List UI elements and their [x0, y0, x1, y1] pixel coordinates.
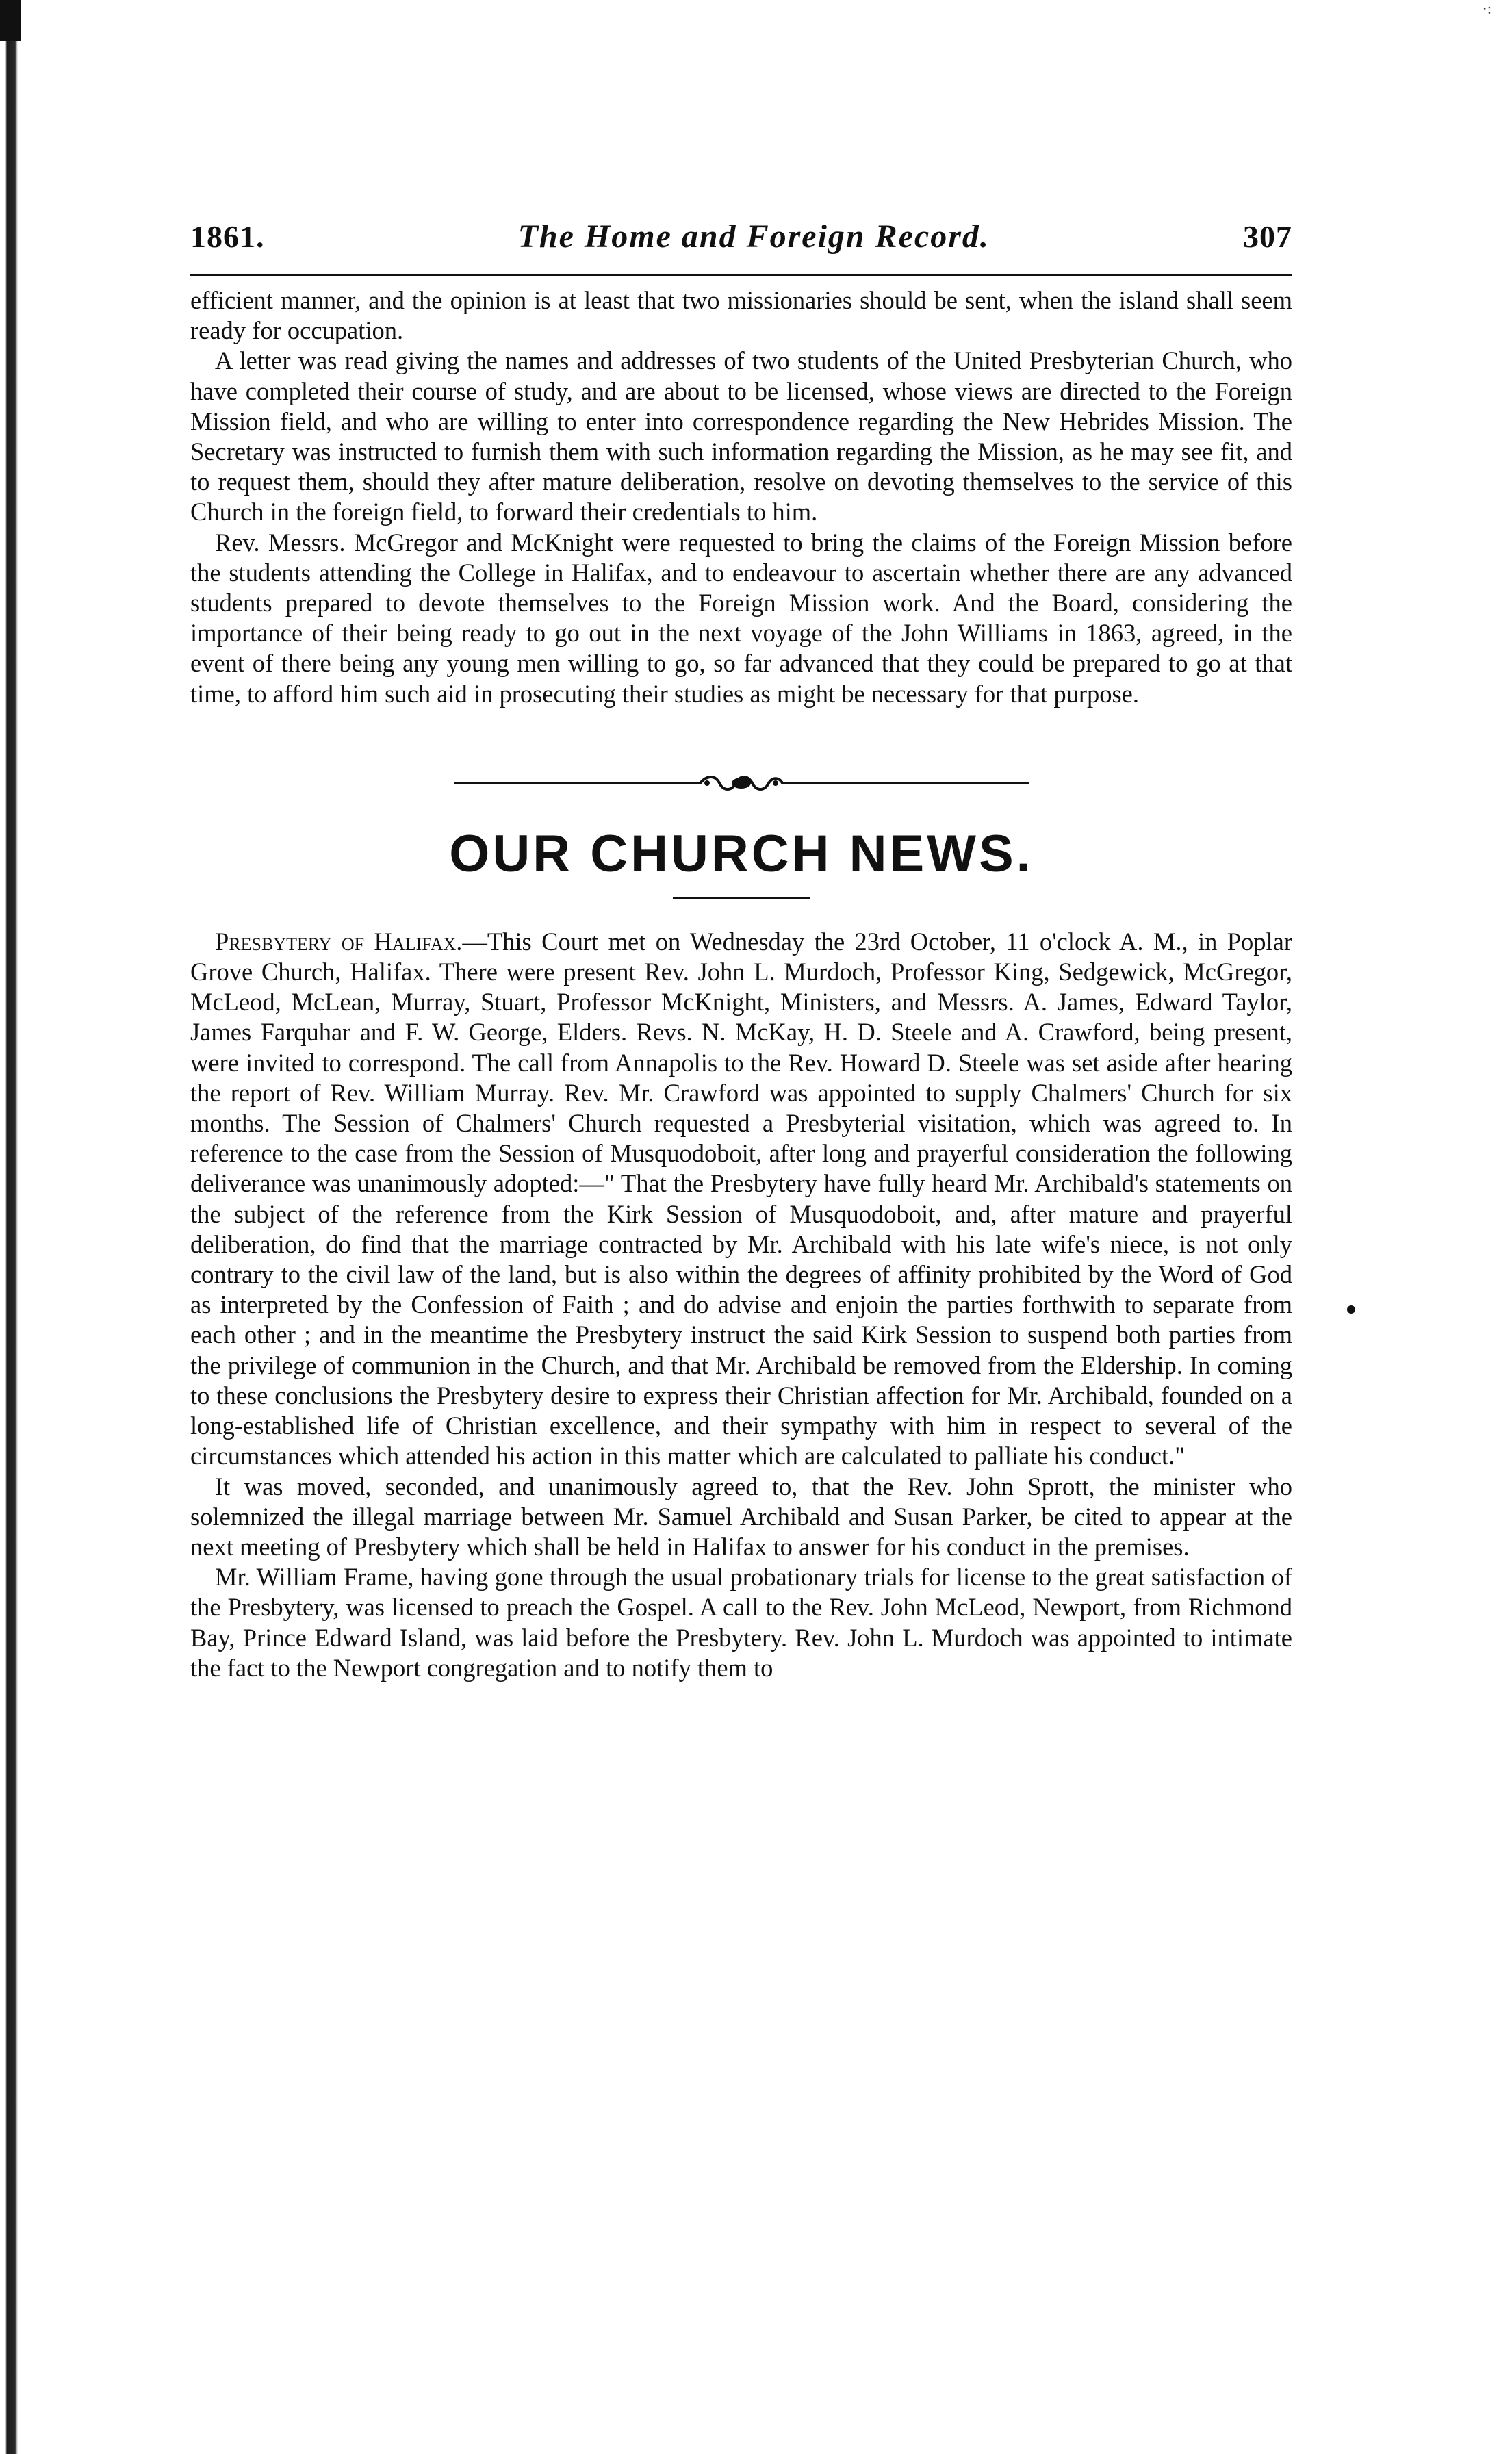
paragraph-presbytery-halifax-text: —This Court met on Wednesday the 23rd October, 11 o'clock A. M., in Poplar Grove Church, Halifax. There were present Rev. John L. Murdoch, Professor King, Sedgewick, McGregor, McLeod, McLean, Murray, Stuart, Professor McKnight, Ministers, and Messrs. A. James, Edward Taylor, James Farquhar and F. W. George, Elders. Revs. N. McKay, H. D. Steele and A. Crawford, being present, were invited to correspond. The call from Annapolis to the Rev. Howard D. Steele was set aside after hearing the report of Rev. William Murray. Rev. Mr. Crawford was appointed to supply Chalmers' Church for six months. The Session of Chalmers' Church requested a Presbyterial visitation, which was agreed to. In reference to the case from the Session of Musquodoboit, after long and prayerful consideration the following deliverance was unanimously adopted:—" That the Presbytery have fully heard Mr. Archibald's statements on the subject of the reference from the Kirk Session of Musquodoboit, and, after mature and prayerful deliberation, do find that the marriage contracted by Mr. Archibald with his late wife's niece, is not only contrary to the civil law of the land, but is also within the degrees of affinity prohibited by the Word of God as interpreted by the Confession of Faith ; and do advise and enjoin the parties forthwith to separate from each other ; and in the meantime the Presbytery instruct the said Kirk Session to suspend both parties from the privilege of communion in the Church, and that Mr. Archibald be removed from the Eldership. In coming to these conclusions the Presbytery desire to express their Christian affection for Mr. Archibald, founded on a long-established life of Christian excellence, and their sympathy with him in respect to several of the circumstances which attended his action in this matter which are calculated to palliate his conduct." — [190, 927, 1292, 1470]
scan-speck: ·: — [1482, 0, 1491, 17]
paragraph-frame-licensed: Mr. William Frame, having gone through the usual probationary trials for license to the great satisfaction of the Presbytery, was licensed to preach the Gospel. A call to the Rev. John McLeod, Newport, from Richmond Bay, Prince Edward Island, was laid before the Presbytery. Rev. John L. Murdoch was appointed to intimate the fact to the Newport congregation and to notify them to — [190, 1563, 1292, 1682]
paragraph-presbytery-halifax — [190, 927, 1292, 1472]
lead-in-heading: Presbytery of Halifax. — [215, 927, 463, 956]
ornament-line-left — [454, 782, 680, 784]
running-head-title: The Home and Foreign Record. — [517, 218, 990, 255]
title-underline — [673, 897, 810, 899]
paragraph-sprott-citation: It was moved, seconded, and unanimously agreed to, that the Rev. John Sprott, the minister who solemnized the illegal marriage between Mr. Samuel Archibald and Susan Parker, be cited to appear at the next meeting of Presbytery which shall be held in Halifax to answer for his conduct in the premises. — [190, 1472, 1292, 1561]
paragraph-foreign-mission: Rev. Messrs. McGregor and McKnight were requested to bring the claims of the Foreign Mission before the students attending the College in Halifax, and to endeavour to ascertain whether there are any advanced students prepared to devote themselves to the Foreign Mission work. And the Board, considering the importance of their being ready to go out in the next voyage of the John Williams in 1863, agreed, in the event of there being any young men willing to go, so far advanced that they could be prepared to go at that time, to afford him such aid in prosecuting their studies as might be necessary for that purpose. — [190, 528, 1292, 708]
section-title: OUR CHURCH NEWS. — [449, 824, 1034, 883]
page-number: 307 — [1242, 219, 1292, 254]
section-divider-ornament — [454, 769, 1029, 797]
ornament-line-right — [803, 782, 1029, 784]
scan-corner-mark — [0, 0, 21, 41]
margin-dot — [1347, 1305, 1355, 1314]
ornament-flourish-icon — [680, 769, 803, 797]
document-page — [190, 218, 1292, 1683]
running-head-year: 1861. — [190, 219, 265, 254]
header-rule — [190, 274, 1292, 276]
scan-page-edge — [0, 0, 30, 2454]
paragraph-letter-students: A letter was read giving the names and addresses of two students of the United Presbyterian Church, who have completed their course of study, and are about to be licensed, whose views are directed to the Foreign Mission field, and who are willing to enter into correspondence regarding the New Hebrides Mission. The Secretary was instructed to furnish them with such information regarding the Mission, as he may see fit, and to request them, should they after mature deliberation, resolve on devoting themselves to the service of this Church in the foreign field, to forward their credentials to him. — [190, 346, 1292, 526]
paragraph-continuation: efficient manner, and the opinion is at least that two missionaries should be sent, when the island shall seem ready for occupation. — [190, 286, 1292, 345]
running-head — [190, 218, 1292, 272]
